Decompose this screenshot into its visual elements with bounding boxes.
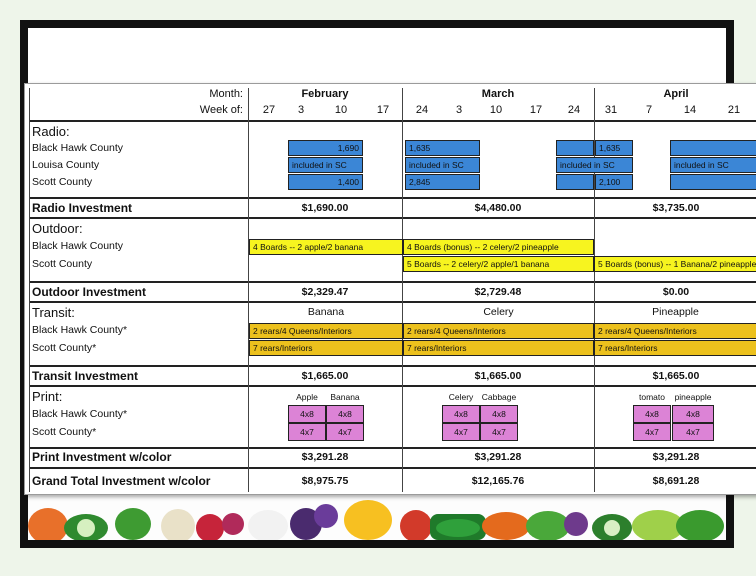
outdoor-mar-scott: 5 Boards -- 2 celery/2 apple/1 banana: [403, 256, 594, 272]
month-label: Month:: [209, 88, 243, 100]
rule: [29, 120, 756, 122]
print-apr-4x7-a: 4x7: [633, 423, 671, 441]
radio-row-scott: Scott County: [32, 176, 93, 188]
outdoor-feb-black-hawk: 4 Boards -- 2 apple/2 banana: [249, 239, 403, 255]
radio-apr-scott-late: [670, 174, 756, 190]
month-february: February: [301, 88, 349, 100]
outdoor-mar-black-hawk: 4 Boards (bonus) -- 2 celery/2 pineapple: [403, 239, 594, 255]
print-row-scott: Scott County*: [32, 426, 97, 438]
radio-feb-louisa: included in SC: [288, 157, 363, 173]
radio-title: Radio:: [32, 124, 70, 139]
print-mar-4x7-b: 4x7: [480, 423, 518, 441]
week-2: 3: [297, 104, 305, 116]
week-8: 17: [529, 104, 543, 116]
radio-mar-black-hawk-late: [556, 140, 594, 156]
week-12: 14: [683, 104, 697, 116]
outdoor-apr-scott: 5 Boards (bonus) -- 1 Banana/2 pineapple: [594, 256, 756, 272]
radio-mar-louisa: included in SC: [405, 157, 480, 173]
radio-mar-black-hawk: 1,635: [405, 140, 480, 156]
transit-investment-feb: $1,665.00: [301, 370, 349, 382]
rule: [29, 385, 756, 387]
radio-mar-scott-late: [556, 174, 594, 190]
print-investment-mar: $3,291.28: [474, 451, 522, 463]
week-13: 21: [727, 104, 741, 116]
print-theme-banana: Banana: [330, 392, 360, 402]
media-schedule-sheet: [24, 83, 756, 495]
week-10: 31: [604, 104, 618, 116]
month-april: April: [663, 88, 689, 100]
print-apr-4x8-a: 4x8: [633, 405, 671, 423]
week-11: 7: [645, 104, 653, 116]
transit-investment-mar: $1,665.00: [474, 370, 522, 382]
print-feb-4x7-a: 4x7: [288, 423, 326, 441]
week-4: 17: [376, 104, 390, 116]
week-6: 3: [455, 104, 463, 116]
radio-apr-louisa-a: included in SC: [556, 157, 633, 173]
transit-investment-apr: $1,665.00: [652, 370, 700, 382]
print-apr-4x7-b: 4x7: [672, 423, 714, 441]
month-march: March: [481, 88, 515, 100]
outdoor-row-black-hawk: Black Hawk County: [32, 240, 124, 252]
outdoor-investment-label: Outdoor Investment: [32, 285, 147, 299]
week-label: Week of:: [199, 104, 243, 116]
rule: [29, 281, 756, 283]
print-theme-cabbage: Cabbage: [481, 392, 517, 402]
print-mar-4x7-a: 4x7: [442, 423, 480, 441]
grand-total-feb: $8,975.75: [301, 475, 349, 487]
print-theme-pineapple: pineapple: [674, 392, 712, 402]
rule: [29, 217, 756, 219]
radio-feb-scott: 1,400: [288, 174, 363, 190]
transit-theme-mar: Celery: [483, 306, 514, 318]
transit-mar-black-hawk: 2 rears/4 Queens/Interiors: [403, 323, 594, 339]
grand-total-apr: $8,691.28: [652, 475, 700, 487]
radio-apr-louisa-b: included in SC: [670, 157, 756, 173]
outdoor-title: Outdoor:: [32, 221, 83, 236]
transit-feb-scott: 7 rears/Interiors: [249, 340, 403, 356]
print-mar-4x8-a: 4x8: [442, 405, 480, 423]
week-3: 10: [334, 104, 348, 116]
rule: [29, 467, 756, 469]
week-5: 24: [415, 104, 429, 116]
transit-theme-feb: Banana: [307, 306, 345, 318]
rule: [29, 447, 756, 449]
radio-apr-black-hawk: 1,635: [595, 140, 633, 156]
radio-investment-mar: $4,480.00: [474, 202, 522, 214]
radio-investment-apr: $3,735.00: [652, 202, 700, 214]
print-investment-label: Print Investment w/color: [32, 450, 172, 464]
vegetable-border-image: [28, 496, 726, 540]
radio-investment-label: Radio Investment: [32, 201, 133, 215]
radio-row-louisa: Louisa County: [32, 159, 100, 171]
transit-apr-scott: 7 rears/Interiors: [594, 340, 756, 356]
print-theme-tomato: tomato: [639, 392, 665, 402]
outdoor-investment-apr: $0.00: [662, 286, 690, 298]
print-investment-feb: $3,291.28: [301, 451, 349, 463]
divider: [29, 88, 30, 492]
outdoor-investment-mar: $2,729.48: [474, 286, 522, 298]
transit-row-black-hawk: Black Hawk County*: [32, 324, 128, 336]
print-investment-apr: $3,291.28: [652, 451, 700, 463]
transit-theme-apr: Pineapple: [652, 306, 699, 318]
grand-total-mar: $12,165.76: [471, 475, 525, 487]
rule: [29, 197, 756, 199]
transit-title: Transit:: [32, 305, 75, 320]
radio-apr-black-hawk-late: [670, 140, 756, 156]
print-feb-4x8-a: 4x8: [288, 405, 326, 423]
print-theme-apple: Apple: [296, 392, 318, 402]
transit-investment-label: Transit Investment: [32, 369, 139, 383]
print-apr-4x8-b: 4x8: [672, 405, 714, 423]
outdoor-row-scott: Scott County: [32, 258, 93, 270]
transit-apr-black-hawk: 2 rears/4 Queens/Interiors: [594, 323, 756, 339]
radio-apr-scott: 2,100: [595, 174, 633, 190]
week-9: 24: [567, 104, 581, 116]
transit-mar-scott: 7 rears/Interiors: [403, 340, 594, 356]
outdoor-investment-feb: $2,329.47: [301, 286, 349, 298]
print-title: Print:: [32, 389, 63, 404]
rule: [29, 301, 756, 303]
vegetables-illustration: [28, 496, 726, 540]
print-mar-4x8-b: 4x8: [480, 405, 518, 423]
radio-mar-scott: 2,845: [405, 174, 480, 190]
transit-feb-black-hawk: 2 rears/4 Queens/Interiors: [249, 323, 403, 339]
rule: [29, 365, 756, 367]
radio-investment-feb: $1,690.00: [301, 202, 349, 214]
radio-row-black-hawk: Black Hawk County: [32, 142, 124, 154]
print-row-black-hawk: Black Hawk County*: [32, 408, 128, 420]
grand-total-label: Grand Total Investment w/color: [32, 474, 211, 488]
week-1: 27: [262, 104, 276, 116]
radio-feb-black-hawk: 1,690: [288, 140, 363, 156]
print-feb-4x8-b: 4x8: [326, 405, 364, 423]
transit-row-scott: Scott County*: [32, 342, 97, 354]
print-feb-4x7-b: 4x7: [326, 423, 364, 441]
week-7: 10: [489, 104, 503, 116]
print-theme-celery: Celery: [448, 392, 474, 402]
